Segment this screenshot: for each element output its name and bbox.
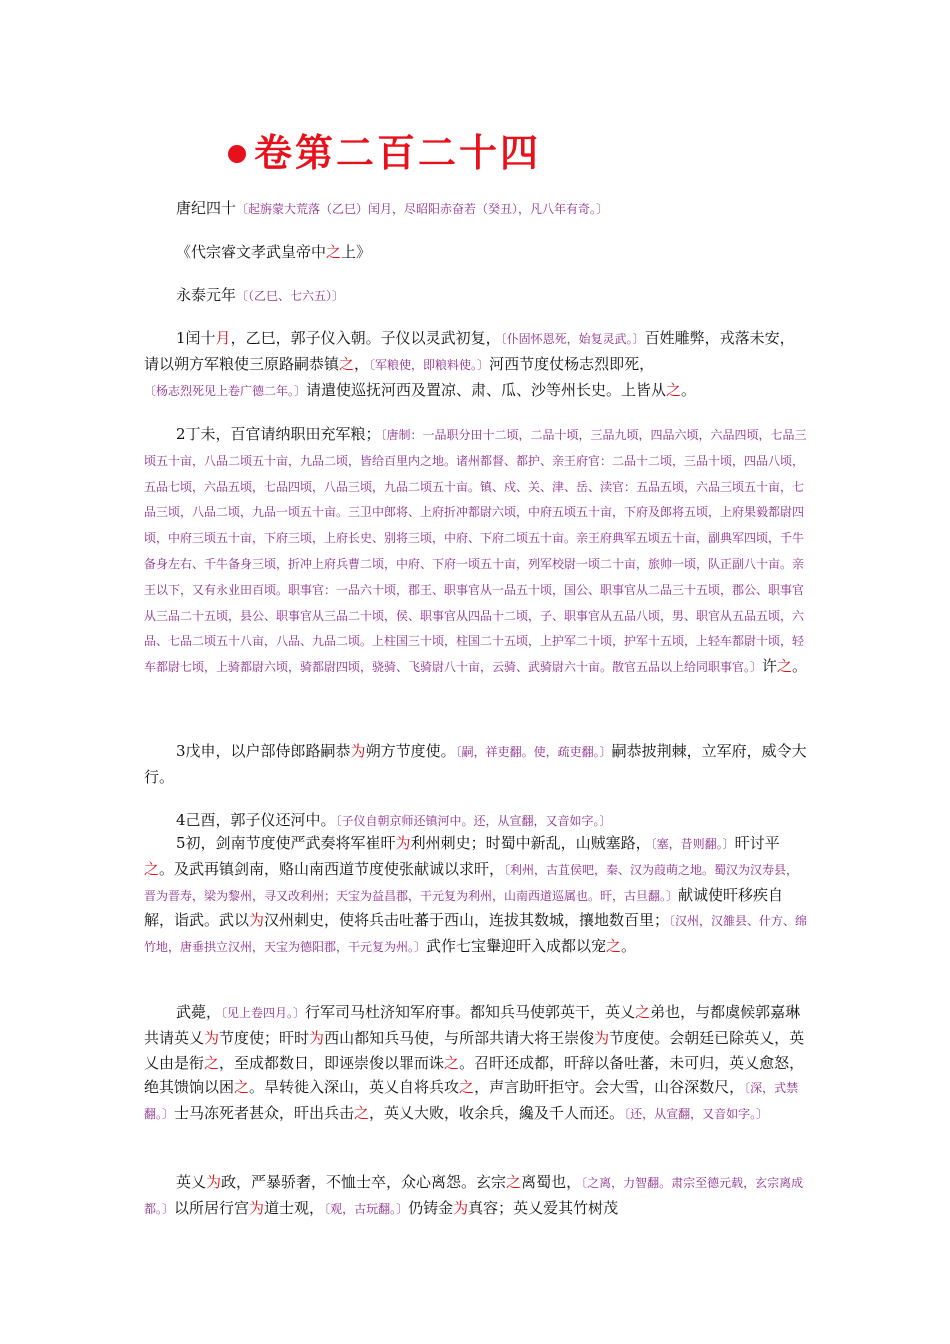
body-text: 河西节度仗杨志烈即死， — [489, 354, 655, 373]
body-text: 5初，剑南节度使严武奏将军崔旰 — [176, 834, 396, 852]
annotation-text: 〔深，式禁翻。〕 — [144, 1081, 799, 1122]
highlight-char: 为 — [309, 1028, 325, 1047]
body-text: 行军司马杜济知军府事。都知兵马使郭英干，英乂 — [305, 1003, 636, 1021]
highlight-char: 之 — [354, 1104, 370, 1123]
highlight-char: 之 — [506, 1173, 522, 1191]
body-text: 嗣恭披荆棘，立军府，威令大行。 — [144, 742, 807, 786]
body-text: 。旱转徙入深山，英乂自将兵攻 — [249, 1078, 460, 1097]
highlight-char: 之 — [606, 937, 622, 956]
highlight-char: 之 — [666, 380, 682, 399]
body-text: 。 — [792, 657, 808, 676]
annotation-text: 〔之离，力智翻。肃宗至德元载，玄宗离成都。〕 — [144, 1176, 804, 1216]
annotation-text: 〔起旃蒙大荒落（乙巳）闰月，尽昭阳赤奋若（癸丑），凡八年有奇。〕 — [236, 202, 609, 216]
body-text: 武薨， — [176, 1003, 222, 1021]
body-text: 唐纪四十 — [176, 199, 237, 217]
annotation-text: 〔还，从宣翻，又音如字。〕 — [624, 1107, 769, 1122]
body-text: 节度使。会朝廷已除英乂，英乂由是衔 — [144, 1028, 805, 1072]
highlight-char: 为 — [204, 1028, 220, 1047]
body-text: ， — [354, 354, 370, 373]
body-text: 武作七宝轝迎旰入成都以宠 — [426, 937, 607, 956]
paragraph — [144, 808, 809, 834]
highlight-char: 之 — [234, 1078, 250, 1097]
highlight-char: 之 — [777, 657, 793, 676]
highlight-char: 之 — [326, 243, 342, 261]
paragraph — [144, 1000, 809, 1127]
body-text: 1闰十 — [176, 329, 216, 347]
highlight-char: 之 — [459, 1078, 475, 1097]
body-text: 士马冻死者甚众，旰出兵击 — [174, 1104, 355, 1123]
body-text: 节度使；旰时 — [219, 1028, 310, 1047]
body-text: 汉州刺史，使将兵击吐蕃于西山，连拔其数城，攘地数百里； — [264, 911, 670, 930]
body-text: 。召旰还成都，旰辞以备吐蕃，未可归，英乂愈怒，绝其馈饷以困 — [144, 1053, 805, 1097]
body-text: 3戊申，以户部侍郎路嗣恭 — [176, 742, 351, 760]
body-text: 献诚使旰移疾自解，诣武。武以 — [144, 885, 784, 930]
highlight-char: 之 — [444, 1053, 460, 1072]
highlight-char: 月 — [215, 329, 231, 347]
body-text: 《代宗睿文孝武皇帝中 — [176, 243, 327, 261]
paragraph — [144, 422, 809, 680]
paragraph — [144, 739, 809, 790]
paragraph — [176, 240, 841, 265]
body-text: 。及武再镇剑南，赂山南西道节度使张献诚以求旰， — [159, 859, 505, 878]
body-text: 请遣使巡抚河西及置凉、肃、瓜、沙等州长史。上皆从 — [306, 380, 667, 399]
body-text: ，乙巳，郭子仪入朝。子仪以灵武初复， — [230, 329, 501, 347]
annotation-text: 〔利州，古苴侯吧，秦、汉为葭萌之地。蜀汉为汉寿县，晋为晋寿，梁为黎州，寻又改利州；天宝为益昌郡，干元复为利州，山南西道巡属也。旰，古旦翻。〕 — [144, 862, 799, 903]
highlight-char: 为 — [594, 1028, 610, 1047]
body-text: 西山都知兵马使，与所部共请大将王崇俊 — [324, 1028, 595, 1047]
body-text: 朔方节度使。 — [365, 742, 456, 760]
highlight-char: 为 — [395, 834, 411, 852]
highlight-char: 为 — [249, 911, 265, 930]
body-text: 。 — [621, 937, 637, 956]
body-text: 以所居行宫 — [174, 1198, 250, 1217]
body-text: 英乂 — [176, 1173, 207, 1191]
highlight-char: 之 — [204, 1053, 220, 1072]
chapter-title — [228, 122, 541, 177]
annotation-text: 〔嗣，祥吏翻。使，疏吏翻。〕 — [455, 745, 612, 759]
body-text: 真容；英乂爱其竹树茂 — [468, 1198, 619, 1217]
body-text: 道士观， — [264, 1198, 325, 1217]
body-text: 离蜀也， — [521, 1173, 582, 1191]
body-text: ，英乂大败，收余兵，纔及千人而还。 — [369, 1104, 625, 1123]
body-text: 弟也，与都虞候郭嘉琳共请英乂 — [144, 1003, 801, 1047]
highlight-char: 为 — [206, 1173, 222, 1191]
body-text: 仍铸金 — [408, 1198, 454, 1217]
annotation-text: 〔军粮使，即粮料使。〕 — [369, 357, 490, 372]
annotation-text: 〔观，古玩翻。〕 — [324, 1201, 409, 1216]
body-text: 旰讨平 — [734, 834, 780, 852]
annotation-text: 〔（乙巳、七六五）〕 — [236, 289, 345, 303]
highlight-char: 之 — [144, 859, 160, 878]
highlight-char: 为 — [249, 1198, 265, 1217]
highlight-char: 为 — [350, 742, 366, 760]
chapter-title-text: 卷第二百二十四 — [254, 130, 542, 175]
body-text: 2丁未，百官请纳职田充军粮； — [176, 425, 381, 443]
body-text: 。 — [681, 380, 697, 399]
bullet-icon — [228, 145, 246, 163]
annotation-text: 〔见上卷四月。〕 — [221, 1006, 306, 1020]
body-text: 许 — [762, 657, 778, 676]
paragraph — [144, 326, 809, 403]
annotation-text: 〔杨志烈死见上卷广德二年。〕 — [144, 383, 307, 398]
body-text: ，至成都数日，即诬崇俊以罪而诛 — [219, 1053, 445, 1072]
paragraph — [176, 283, 841, 309]
body-text: 4己酉，郭子仪还河中。 — [176, 811, 336, 829]
highlight-char: 为 — [453, 1198, 469, 1217]
body-text: 永泰元年 — [176, 286, 237, 304]
body-text: 利州刺史；时蜀中新乱，山贼塞路， — [410, 834, 651, 852]
annotation-text: 〔仆固怀恩死，始复灵武。〕 — [500, 332, 645, 346]
highlight-char: 之 — [635, 1003, 651, 1021]
paragraph — [144, 1170, 809, 1222]
body-text: 政，严暴骄奢，不恤士卒，众心离怨。玄宗 — [221, 1173, 507, 1191]
annotation-text: 〔唐制：一品职分田十二顷，二品十顷，三品九顷，四品六顷，六品四顷，七品三顷五十亩，八品二顷五十亩，九品二顷，皆给百里内之地。诸州都督、都护、亲王府官：二品十二顷，三品十顷，四品八顷，五品七顷，六品五顷，七品四顷，八品三顷，九品二顷五十亩。镇、戍、关、津、岳、渎官：五品五顷，六品三顷五十亩，七品三顷，八品二顷，九品一顷五十亩。三卫中郎将、上府折冲都尉六顷，中府五顷五十亩，下府及郎将五顷，上府果毅都尉四顷，中府三顷五十亩，下府三顷，上府长史、别将三顷，中府、下府二顷五十亩。亲王府典军五顷五十亩，副典军四顷，千牛备身左右、千牛备身三顷，折冲上府兵曹二顷，中府、下府一顷五十亩，列军校尉一顷二十亩，旅帅一顷，队正副八十亩。亲王以下，又有永业田百顷。职事官：一品六十顷，郡王、职事官从一品五十顷，国公、职事官从二品三十五顷，郡公、职事官从三品二十五顷，县公、职事官从三品二十顷，侯、职事官从四品十二顷，子、职事官从五品八顷，男、职官从五品五顷，六品、七品二顷五十八亩，八品、九品二顷。上柱国三十顷，柱国二十五顷，上护军二十顷，护军十五顷，上轻车都尉十顷，轻车都尉七顷，上骑都尉六顷，骑都尉四顷，骁骑、飞骑尉八十亩，云骑、武骑尉六十亩。散官五品以上给同职事官。〕 — [144, 428, 807, 675]
annotation-text: 〔汉州，汉雒县、什方、绵竹地，唐垂拱立汉州，天宝为德阳郡，干元复为州。〕 — [144, 914, 808, 955]
paragraph — [144, 831, 809, 960]
annotation-text: 〔塞，昔则翻。〕 — [650, 837, 735, 851]
body-text: 百姓雕弊，戎落未安，请以朔方军粮使三原路嗣恭镇 — [144, 329, 795, 373]
body-text: ，声言助旰拒守。会大雪，山谷深数尺， — [474, 1078, 745, 1097]
annotation-text: 〔子仪自朝京师还镇河中。还，从宣翻，又音如字。〕 — [335, 814, 612, 828]
body-text: 上》 — [341, 243, 372, 261]
highlight-char: 之 — [339, 354, 355, 373]
paragraph — [176, 196, 841, 222]
